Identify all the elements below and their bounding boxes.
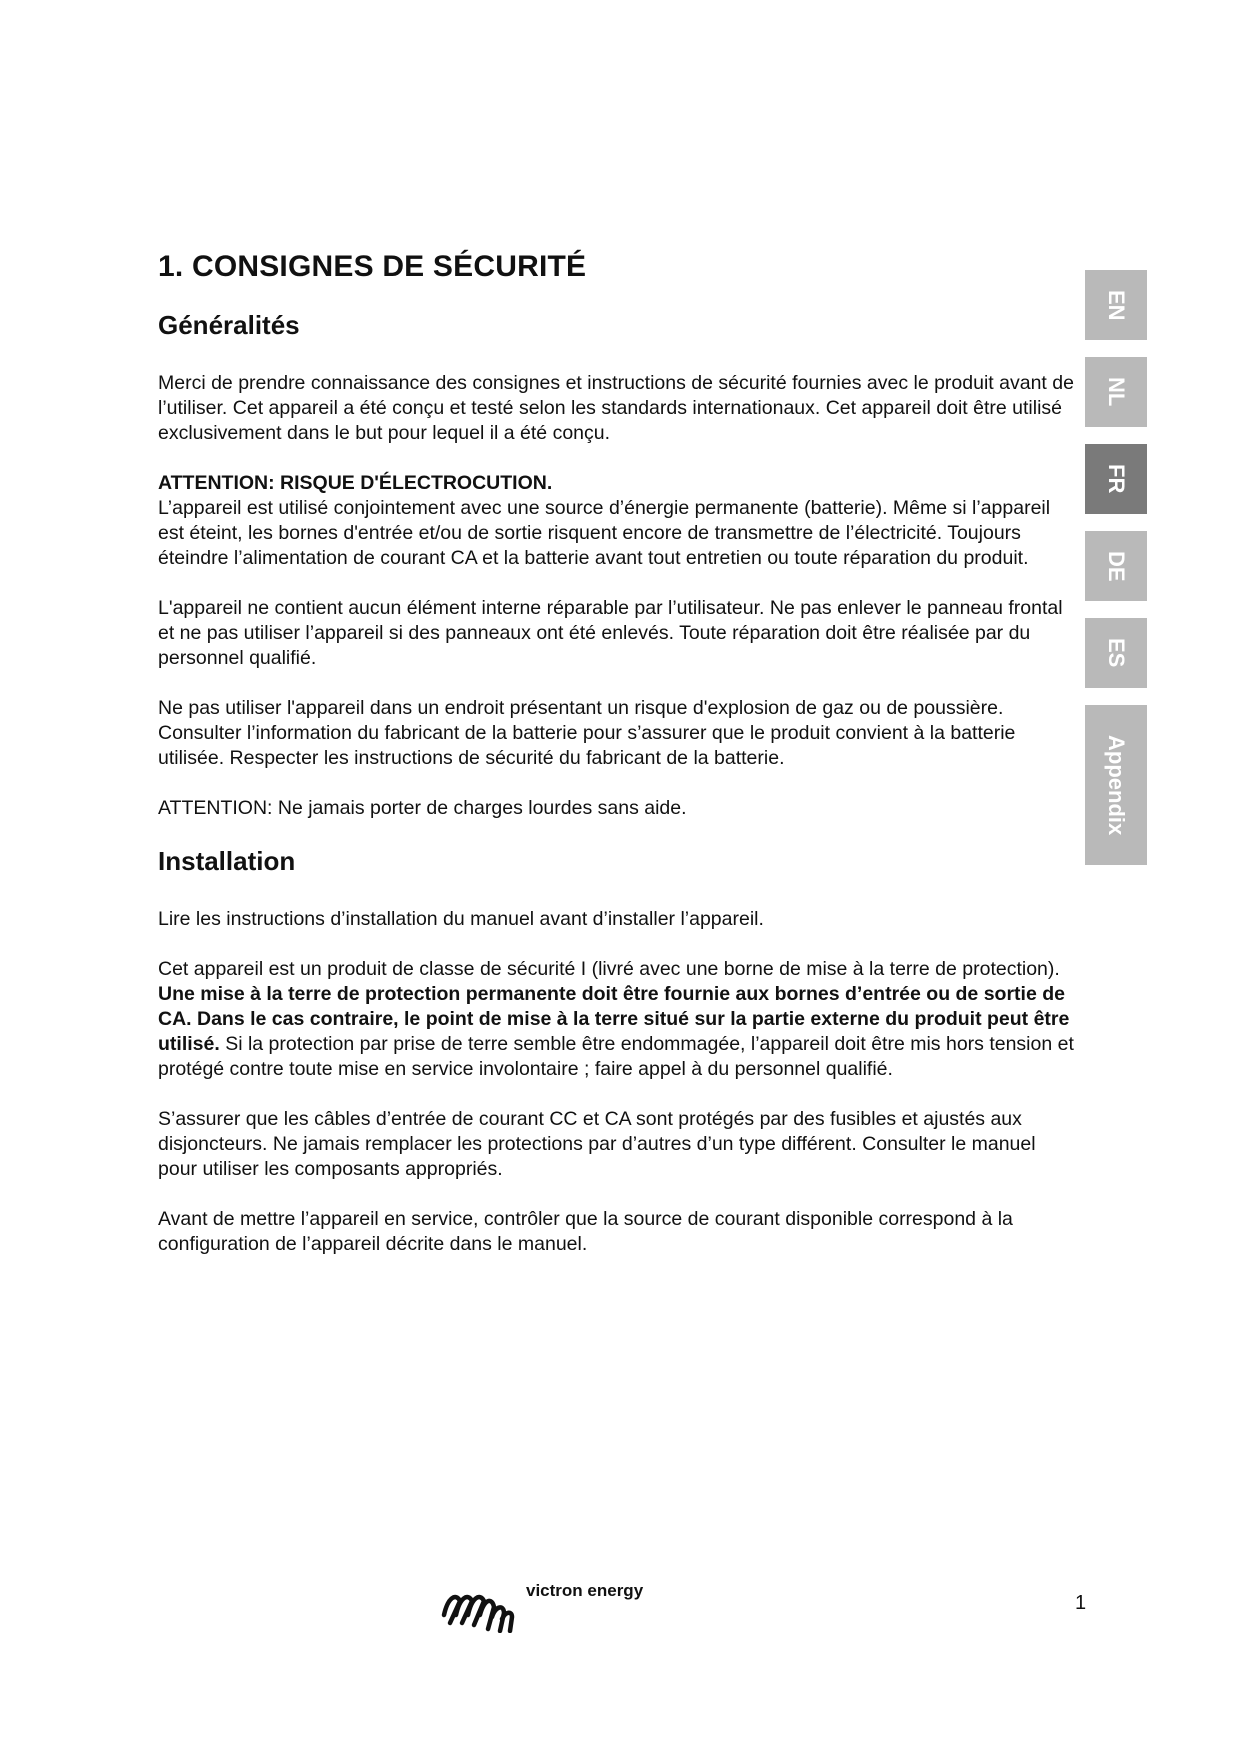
- victron-coil-icon: [440, 1585, 520, 1633]
- tab-de[interactable]: DE: [1085, 531, 1147, 601]
- tab-appendix[interactable]: Appendix: [1085, 705, 1147, 865]
- victron-logo: [440, 1581, 644, 1633]
- tab-en[interactable]: EN: [1085, 270, 1147, 340]
- paragraph-safety-class: [158, 957, 1078, 1082]
- paragraph-no-serviceable-parts: L'appareil ne contient aucun élément interne réparable par l’utilisateur. Ne pas enlever le panneau frontal et ne pas utiliser l’appareil si des panneaux ont été enlevés. Toute réparation doit être réalisée par du personnel qualifié.: [158, 597, 1063, 669]
- section-heading-generalites: Généralités: [158, 310, 300, 340]
- warning-heading: ATTENTION: RISQUE D'ÉLECTROCUTION.: [158, 472, 553, 494]
- tab-es[interactable]: ES: [1085, 618, 1147, 688]
- safety-class-end-text: Si la protection par prise de terre semble être endommagée, l’appareil doit être mis hors tension et protégé contre toute mise en service involontaire ; faire appel à du personnel qualifié.: [158, 1033, 1074, 1080]
- paragraph-electrocution-warning: [158, 471, 1078, 571]
- paragraph-fuses: S’assurer que les câbles d’entrée de courant CC et CA sont protégés par des fusibles et ajustés aux disjoncteurs. Ne jamais remplacer les protections par d’autres d’un type différent. Consulter le manuel pour utiliser les composants appropriés.: [158, 1108, 1036, 1180]
- paragraph-explosion-risk: Ne pas utiliser l'appareil dans un endroit présentant un risque d'explosion de gaz ou de poussière. Consulter l’information du fabricant de la batterie pour s’assurer que le produit convient à la batterie utilisée. Respecter les instructions de sécurité du fabricant de la batterie.: [158, 697, 1016, 769]
- document-body: [158, 250, 1078, 1282]
- page-title: 1. CONSIGNES DE SÉCURITÉ: [158, 250, 587, 283]
- page-number: 1: [1075, 1592, 1087, 1614]
- safety-class-bold-text: Une mise à la terre de protection permanente doit être fournie aux bornes d’entrée ou de sortie de CA. Dans le cas contraire, le point de mise à la terre situé sur la partie externe du produit peut être utilisé.: [158, 983, 1070, 1055]
- warning-text: L’appareil est utilisé conjointement avec une source d’énergie permanente (batterie). Même si l’appareil est éteint, les bornes d'entrée et/ou de sortie risquent encore de transmettre de l’électricité. Toujours éteindre l’alimentation de courant CA et la batterie avant tout entretien ou toute réparation du produit.: [158, 497, 1051, 569]
- paragraph-power-source-check: Avant de mettre l’appareil en service, contrôler que la source de courant disponible correspond à la configuration de l’appareil décrite dans le manuel.: [158, 1208, 1013, 1255]
- paragraph-read-instructions: Lire les instructions d’installation du manuel avant d’installer l’appareil.: [158, 908, 764, 930]
- logo-text: victron energy: [526, 1581, 644, 1600]
- tab-fr[interactable]: FR: [1085, 444, 1147, 514]
- paragraph-intro: Merci de prendre connaissance des consignes et instructions de sécurité fournies avec le produit avant de l’utiliser. Cet appareil a été conçu et testé selon les standards internationaux. Cet appareil doit être utilisé exclusivement dans le but pour lequel il a été conçu.: [158, 372, 1074, 444]
- safety-class-text: Cet appareil est un produit de classe de sécurité I (livré avec une borne de mise à la terre de protection).: [158, 958, 1060, 980]
- tab-nl[interactable]: NL: [1085, 357, 1147, 427]
- paragraph-heavy-loads: ATTENTION: Ne jamais porter de charges lourdes sans aide.: [158, 797, 687, 819]
- language-tabs: [1085, 270, 1147, 882]
- section-heading-installation: Installation: [158, 846, 296, 876]
